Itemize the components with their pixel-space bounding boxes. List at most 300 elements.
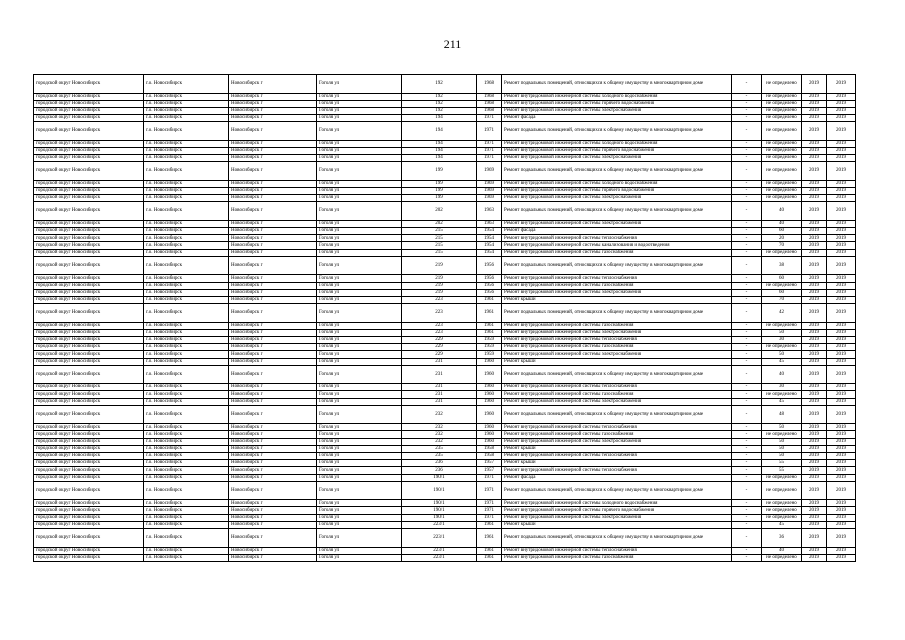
cell-city-district: г.о. Новосибирск (144, 529, 229, 548)
cell-cost: не определено (762, 500, 802, 507)
cell-cost: не определено (762, 507, 802, 514)
cell-work-type: Ремонт внутридомовой инженерной системы электроснабжения (502, 351, 732, 358)
cell-street: Гоголя ул (317, 521, 402, 528)
cell-municipal-district: городской округ Новосибирск (34, 107, 144, 114)
cell-end-year: 2019 (827, 507, 856, 514)
cell-house-number: 215 (402, 235, 477, 242)
cell-municipal-district: городской округ Новосибирск (34, 155, 144, 162)
cell-municipal-district: городской округ Новосибирск (34, 162, 144, 181)
cell-settlement: Новосибирск г (229, 188, 317, 195)
cell-dash: - (732, 162, 762, 181)
table-row (34, 242, 856, 249)
cell-city-district: г.о. Новосибирск (144, 398, 229, 405)
cell-end-year: 2019 (827, 384, 856, 391)
cell-start-year: 2019 (802, 180, 827, 187)
cell-settlement: Новосибирск г (229, 431, 317, 438)
cell-end-year: 2019 (827, 344, 856, 351)
cell-end-year: 2019 (827, 93, 856, 100)
cell-start-year: 2019 (802, 521, 827, 528)
cell-house-number: 236 (402, 467, 477, 474)
cell-dash: - (732, 424, 762, 431)
cell-start-year: 2019 (802, 384, 827, 391)
cell-street: Гоголя ул (317, 424, 402, 431)
cell-dash: - (732, 100, 762, 107)
table-row (34, 351, 856, 358)
cell-cost: 40 (762, 547, 802, 554)
cell-settlement: Новосибирск г (229, 384, 317, 391)
cell-dash: - (732, 242, 762, 249)
cell-settlement: Новосибирск г (229, 344, 317, 351)
cell-work-type: Ремонт крыши (502, 296, 732, 303)
cell-cost: не определено (762, 474, 802, 481)
cell-cost: не определено (762, 115, 802, 122)
cell-work-type: Ремонт подвальных помещений, относящихся к общему имуществу в многоквартирном доме (502, 202, 732, 221)
cell-work-type: Ремонт подвальных помещений, относящихся к общему имуществу в многоквартирном доме (502, 529, 732, 548)
cell-city-district: г.о. Новосибирск (144, 336, 229, 343)
cell-city-district: г.о. Новосибирск (144, 481, 229, 500)
cell-settlement: Новосибирск г (229, 75, 317, 94)
table-row (34, 140, 856, 147)
cell-city-district: г.о. Новосибирск (144, 275, 229, 282)
cell-house-number: 190/1 (402, 507, 477, 514)
cell-end-year: 2019 (827, 322, 856, 329)
cell-cost: 45 (762, 398, 802, 405)
cell-municipal-district: городской округ Новосибирск (34, 195, 144, 202)
cell-work-type: Ремонт крыши (502, 358, 732, 365)
cell-start-year: 2019 (802, 235, 827, 242)
cell-city-district: г.о. Новосибирск (144, 344, 229, 351)
cell-city-district: г.о. Новосибирск (144, 521, 229, 528)
cell-end-year: 2019 (827, 365, 856, 384)
cell-city-district: г.о. Новосибирск (144, 391, 229, 398)
cell-build-year: 1960 (477, 358, 502, 365)
cell-city-district: г.о. Новосибирск (144, 460, 229, 467)
cell-cost: 36 (762, 529, 802, 548)
cell-municipal-district: городской округ Новосибирск (34, 481, 144, 500)
cell-house-number: 199 (402, 162, 477, 181)
cell-work-type: Ремонт внутридомовой инженерной системы горячего водоснабжения (502, 100, 732, 107)
cell-city-district: г.о. Новосибирск (144, 445, 229, 452)
cell-settlement: Новосибирск г (229, 107, 317, 114)
cell-street: Гоголя ул (317, 275, 402, 282)
cell-street: Гоголя ул (317, 220, 402, 227)
cell-cost: не определено (762, 554, 802, 561)
cell-dash: - (732, 256, 762, 275)
table-row (34, 500, 856, 507)
cell-settlement: Новосибирск г (229, 322, 317, 329)
cell-cost: не определено (762, 93, 802, 100)
cell-work-type: Ремонт подвальных помещений, относящихся к общему имуществу в многоквартирном доме (502, 481, 732, 500)
cell-city-district: г.о. Новосибирск (144, 93, 229, 100)
cell-city-district: г.о. Новосибирск (144, 228, 229, 235)
cell-cost: не определено (762, 282, 802, 289)
cell-work-type: Ремонт подвальных помещений, относящихся к общему имуществу в многоквартирном доме (502, 122, 732, 141)
cell-end-year: 2019 (827, 398, 856, 405)
table-row (34, 460, 856, 467)
cell-dash: - (732, 351, 762, 358)
cell-work-type: Ремонт внутридомовой инженерной системы газоснабжения (502, 431, 732, 438)
cell-dash: - (732, 329, 762, 336)
cell-work-type: Ремонт внутридомовой инженерной системы теплоснабжения (502, 547, 732, 554)
cell-start-year: 2019 (802, 365, 827, 384)
cell-city-district: г.о. Новосибирск (144, 188, 229, 195)
cell-street: Гоголя ул (317, 431, 402, 438)
cell-street: Гоголя ул (317, 329, 402, 336)
cell-end-year: 2019 (827, 445, 856, 452)
cell-municipal-district: городской округ Новосибирск (34, 256, 144, 275)
table-row (34, 336, 856, 343)
cell-house-number: 223 (402, 296, 477, 303)
table-row (34, 304, 856, 323)
cell-start-year: 2019 (802, 256, 827, 275)
cell-end-year: 2019 (827, 336, 856, 343)
cell-work-type: Ремонт внутридомовой инженерной системы теплоснабжения (502, 235, 732, 242)
cell-house-number: 192 (402, 93, 477, 100)
cell-end-year: 2019 (827, 155, 856, 162)
cell-cost: не определено (762, 75, 802, 94)
cell-house-number: 235 (402, 453, 477, 460)
cell-city-district: г.о. Новосибирск (144, 180, 229, 187)
cell-work-type: Ремонт внутридомовой инженерной системы теплоснабжения (502, 384, 732, 391)
cell-house-number: 190/1 (402, 514, 477, 521)
cell-start-year: 2019 (802, 467, 827, 474)
cell-build-year: 1960 (477, 391, 502, 398)
cell-build-year: 1963 (477, 220, 502, 227)
cell-city-district: г.о. Новосибирск (144, 107, 229, 114)
cell-dash: - (732, 453, 762, 460)
cell-dash: - (732, 282, 762, 289)
cell-settlement: Новосибирск г (229, 242, 317, 249)
cell-street: Гоголя ул (317, 180, 402, 187)
cell-city-district: г.о. Новосибирск (144, 162, 229, 181)
cell-house-number: 202 (402, 202, 477, 221)
cell-work-type: Ремонт внутридомовой инженерной системы канализования и водоотведения (502, 242, 732, 249)
table-row (34, 424, 856, 431)
cell-cost: не определено (762, 431, 802, 438)
cell-city-district: г.о. Новосибирск (144, 140, 229, 147)
cell-dash: - (732, 365, 762, 384)
cell-build-year: 1961 (477, 322, 502, 329)
cell-work-type: Ремонт внутридомовой инженерной системы газоснабжения (502, 249, 732, 256)
cell-end-year: 2019 (827, 351, 856, 358)
cell-house-number: 232 (402, 424, 477, 431)
cell-build-year: 1971 (477, 115, 502, 122)
cell-dash: - (732, 384, 762, 391)
cell-start-year: 2019 (802, 304, 827, 323)
cell-end-year: 2019 (827, 188, 856, 195)
cell-build-year: 1957 (477, 467, 502, 474)
cell-settlement: Новосибирск г (229, 195, 317, 202)
table-row (34, 195, 856, 202)
cell-cost: 50 (762, 329, 802, 336)
cell-house-number: 215 (402, 242, 477, 249)
cell-dash: - (732, 140, 762, 147)
cell-start-year: 2019 (802, 140, 827, 147)
cell-house-number: 192 (402, 107, 477, 114)
cell-work-type: Ремонт внутридомовой инженерной системы электроснабжения (502, 155, 732, 162)
cell-build-year: 1968 (477, 75, 502, 94)
cell-street: Гоголя ул (317, 500, 402, 507)
cell-house-number: 223 (402, 304, 477, 323)
cell-build-year: 1960 (477, 438, 502, 445)
cell-street: Гоголя ул (317, 296, 402, 303)
cell-house-number: 219 (402, 256, 477, 275)
cell-municipal-district: городской округ Новосибирск (34, 242, 144, 249)
cell-work-type: Ремонт внутридомовой инженерной системы газоснабжения (502, 554, 732, 561)
cell-settlement: Новосибирск г (229, 481, 317, 500)
cell-dash: - (732, 474, 762, 481)
table-row (34, 453, 856, 460)
cell-municipal-district: городской округ Новосибирск (34, 547, 144, 554)
cell-cost: не определено (762, 155, 802, 162)
cell-settlement: Новосибирск г (229, 438, 317, 445)
table-row (34, 100, 856, 107)
cell-end-year: 2019 (827, 107, 856, 114)
cell-build-year: 1971 (477, 140, 502, 147)
cell-street: Гоголя ул (317, 365, 402, 384)
cell-end-year: 2019 (827, 249, 856, 256)
cell-street: Гоголя ул (317, 162, 402, 181)
table-row (34, 235, 856, 242)
cell-dash: - (732, 521, 762, 528)
cell-municipal-district: городской округ Новосибирск (34, 202, 144, 221)
cell-city-district: г.о. Новосибирск (144, 289, 229, 296)
cell-cost: 50 (762, 438, 802, 445)
table-row (34, 358, 856, 365)
cell-work-type: Ремонт внутридомовой инженерной системы газоснабжения (502, 322, 732, 329)
cell-city-district: г.о. Новосибирск (144, 500, 229, 507)
cell-end-year: 2019 (827, 521, 856, 528)
cell-municipal-district: городской округ Новосибирск (34, 282, 144, 289)
cell-start-year: 2019 (802, 445, 827, 452)
cell-settlement: Новосибирск г (229, 391, 317, 398)
cell-start-year: 2019 (802, 336, 827, 343)
cell-work-type: Ремонт внутридомовой инженерной системы холодного водоснабжения (502, 93, 732, 100)
cell-cost: не определено (762, 514, 802, 521)
cell-end-year: 2019 (827, 554, 856, 561)
cell-end-year: 2019 (827, 162, 856, 181)
cell-municipal-district: городской округ Новосибирск (34, 507, 144, 514)
cell-city-district: г.о. Новосибирск (144, 431, 229, 438)
cell-build-year: 1959 (477, 351, 502, 358)
cell-work-type: Ремонт внутридомовой инженерной системы электроснабжения (502, 220, 732, 227)
cell-work-type: Ремонт внутридомовой инженерной системы теплоснабжения (502, 453, 732, 460)
cell-house-number: 232 (402, 438, 477, 445)
cell-start-year: 2019 (802, 398, 827, 405)
cell-build-year: 1960 (477, 424, 502, 431)
cell-work-type: Ремонт внутридомовой инженерной системы горячего водоснабжения (502, 147, 732, 154)
table-row (34, 289, 856, 296)
cell-start-year: 2019 (802, 155, 827, 162)
cell-build-year: 1963 (477, 202, 502, 221)
table-row (34, 322, 856, 329)
cell-end-year: 2019 (827, 474, 856, 481)
cell-house-number: 194 (402, 115, 477, 122)
table-row (34, 329, 856, 336)
cell-house-number: 199 (402, 195, 477, 202)
cell-start-year: 2019 (802, 147, 827, 154)
cell-cost: 42 (762, 304, 802, 323)
cell-city-district: г.о. Новосибирск (144, 329, 229, 336)
table-row (34, 547, 856, 554)
cell-cost: 50 (762, 445, 802, 452)
cell-dash: - (732, 188, 762, 195)
cell-build-year: 1961 (477, 547, 502, 554)
cell-municipal-district: городской округ Новосибирск (34, 122, 144, 141)
cell-end-year: 2019 (827, 296, 856, 303)
cell-settlement: Новосибирск г (229, 500, 317, 507)
cell-build-year: 1956 (477, 282, 502, 289)
cell-start-year: 2019 (802, 438, 827, 445)
table-row (34, 122, 856, 141)
cell-settlement: Новосибирск г (229, 358, 317, 365)
cell-build-year: 1971 (477, 500, 502, 507)
cell-cost: 40 (762, 365, 802, 384)
table-row (34, 398, 856, 405)
cell-start-year: 2019 (802, 195, 827, 202)
cell-city-district: г.о. Новосибирск (144, 282, 229, 289)
cell-city-district: г.о. Новосибирск (144, 547, 229, 554)
cell-settlement: Новосибирск г (229, 202, 317, 221)
table-row (34, 107, 856, 114)
cell-municipal-district: городской округ Новосибирск (34, 188, 144, 195)
cell-settlement: Новосибирск г (229, 460, 317, 467)
cell-settlement: Новосибирск г (229, 351, 317, 358)
cell-work-type: Ремонт подвальных помещений, относящихся к общему имуществу в многоквартирном доме (502, 405, 732, 424)
cell-end-year: 2019 (827, 431, 856, 438)
cell-city-district: г.о. Новосибирск (144, 351, 229, 358)
table-row (34, 249, 856, 256)
cell-end-year: 2019 (827, 405, 856, 424)
cell-street: Гоголя ул (317, 188, 402, 195)
cell-municipal-district: городской округ Новосибирск (34, 405, 144, 424)
table-row (34, 228, 856, 235)
table-row (34, 481, 856, 500)
cell-municipal-district: городской округ Новосибирск (34, 384, 144, 391)
cell-start-year: 2019 (802, 296, 827, 303)
cell-start-year: 2019 (802, 431, 827, 438)
cell-municipal-district: городской округ Новосибирск (34, 351, 144, 358)
cell-municipal-district: городской округ Новосибирск (34, 438, 144, 445)
cell-work-type: Ремонт внутридомовой инженерной системы электроснабжения (502, 514, 732, 521)
cell-house-number: 190/1 (402, 474, 477, 481)
cell-dash: - (732, 195, 762, 202)
cell-settlement: Новосибирск г (229, 155, 317, 162)
cell-build-year: 1954 (477, 242, 502, 249)
cell-work-type: Ремонт внутридомовой инженерной системы газоснабжения (502, 344, 732, 351)
cell-start-year: 2019 (802, 282, 827, 289)
cell-work-type: Ремонт подвальных помещений, относящихся к общему имуществу в многоквартирном доме (502, 365, 732, 384)
cell-work-type: Ремонт внутридомовой инженерной системы холодного водоснабжения (502, 500, 732, 507)
cell-street: Гоголя ул (317, 445, 402, 452)
cell-build-year: 1954 (477, 249, 502, 256)
cell-city-district: г.о. Новосибирск (144, 155, 229, 162)
cell-street: Гоголя ул (317, 351, 402, 358)
cell-street: Гоголя ул (317, 147, 402, 154)
table-row (34, 344, 856, 351)
cell-settlement: Новосибирск г (229, 445, 317, 452)
cell-street: Гоголя ул (317, 460, 402, 467)
cell-street: Гоголя ул (317, 344, 402, 351)
cell-city-district: г.о. Новосибирск (144, 249, 229, 256)
cell-settlement: Новосибирск г (229, 467, 317, 474)
cell-city-district: г.о. Новосибирск (144, 474, 229, 481)
cell-settlement: Новосибирск г (229, 554, 317, 561)
cell-cost: 50 (762, 424, 802, 431)
cell-build-year: 1969 (477, 162, 502, 181)
cell-start-year: 2019 (802, 474, 827, 481)
cell-cost: 45 (762, 358, 802, 365)
cell-house-number: 219 (402, 289, 477, 296)
cell-cost: 40 (762, 202, 802, 221)
cell-cost: 60 (762, 228, 802, 235)
cell-work-type: Ремонт крыши (502, 521, 732, 528)
cell-dash: - (732, 115, 762, 122)
cell-municipal-district: городской округ Новосибирск (34, 398, 144, 405)
cell-work-type: Ремонт внутридомовой инженерной системы теплоснабжения (502, 424, 732, 431)
cell-start-year: 2019 (802, 424, 827, 431)
cell-build-year: 1960 (477, 398, 502, 405)
cell-work-type: Ремонт подвальных помещений, относящихся к общему имуществу в многоквартирном доме (502, 75, 732, 94)
cell-build-year: 1971 (477, 514, 502, 521)
cell-end-year: 2019 (827, 358, 856, 365)
cell-settlement: Новосибирск г (229, 162, 317, 181)
cell-cost: не определено (762, 391, 802, 398)
cell-street: Гоголя ул (317, 554, 402, 561)
cell-build-year: 1957 (477, 460, 502, 467)
cell-house-number: 223/1 (402, 529, 477, 548)
cell-house-number: 192 (402, 100, 477, 107)
cell-cost: не определено (762, 180, 802, 187)
cell-municipal-district: городской округ Новосибирск (34, 100, 144, 107)
cell-cost: 30 (762, 384, 802, 391)
cell-cost: 60 (762, 275, 802, 282)
cell-end-year: 2019 (827, 304, 856, 323)
cell-start-year: 2019 (802, 228, 827, 235)
cell-build-year: 1956 (477, 289, 502, 296)
cell-dash: - (732, 249, 762, 256)
cell-end-year: 2019 (827, 460, 856, 467)
cell-build-year: 1961 (477, 554, 502, 561)
cell-municipal-district: городской округ Новосибирск (34, 304, 144, 323)
cell-end-year: 2019 (827, 481, 856, 500)
cell-street: Гоголя ул (317, 228, 402, 235)
cell-dash: - (732, 122, 762, 141)
cell-build-year: 1959 (477, 336, 502, 343)
cell-house-number: 202 (402, 220, 477, 227)
cell-street: Гоголя ул (317, 235, 402, 242)
cell-municipal-district: городской округ Новосибирск (34, 424, 144, 431)
cell-start-year: 2019 (802, 405, 827, 424)
cell-build-year: 1969 (477, 195, 502, 202)
cell-start-year: 2019 (802, 460, 827, 467)
cell-street: Гоголя ул (317, 391, 402, 398)
cell-settlement: Новосибирск г (229, 365, 317, 384)
cell-settlement: Новосибирск г (229, 514, 317, 521)
cell-city-district: г.о. Новосибирск (144, 256, 229, 275)
cell-street: Гоголя ул (317, 107, 402, 114)
cell-street: Гоголя ул (317, 155, 402, 162)
table-row (34, 256, 856, 275)
cell-settlement: Новосибирск г (229, 453, 317, 460)
cell-end-year: 2019 (827, 424, 856, 431)
cell-cost: не определено (762, 481, 802, 500)
cell-dash: - (732, 500, 762, 507)
cell-end-year: 2019 (827, 256, 856, 275)
cell-municipal-district: городской округ Новосибирск (34, 289, 144, 296)
cell-municipal-district: городской округ Новосибирск (34, 329, 144, 336)
cell-city-district: г.о. Новосибирск (144, 514, 229, 521)
